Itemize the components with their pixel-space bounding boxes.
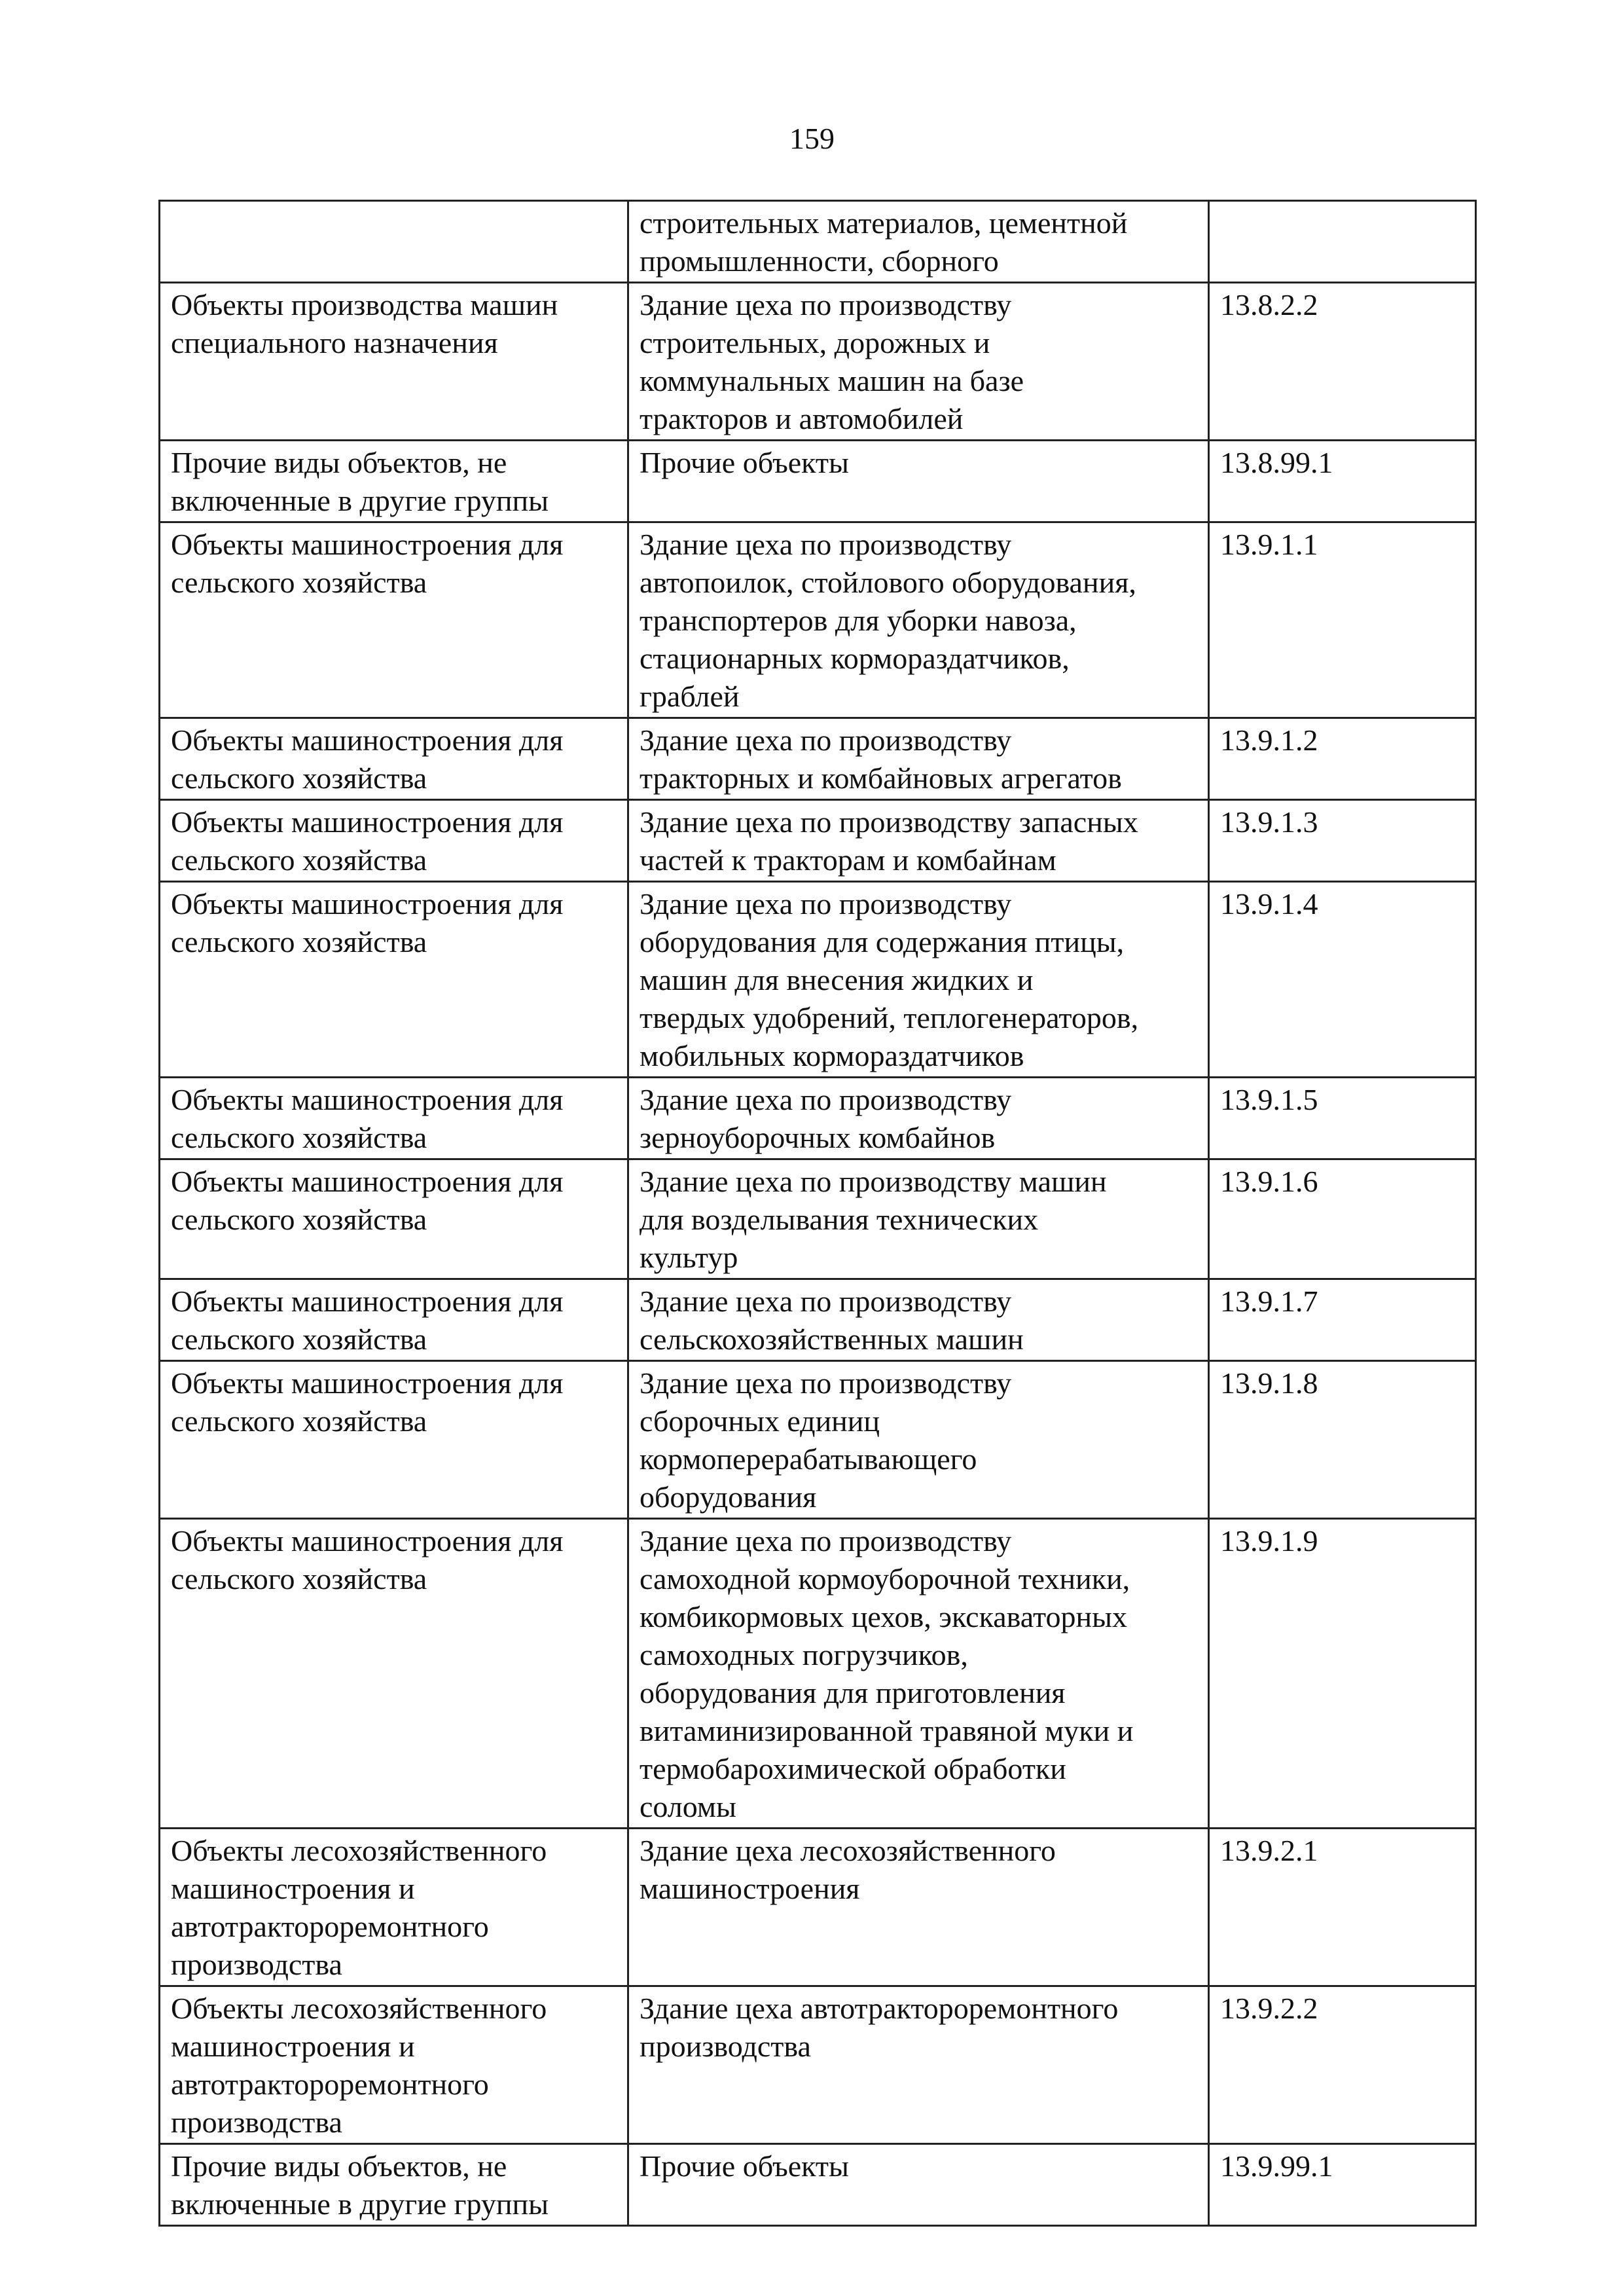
code-text: 13.9.1.1: [1220, 528, 1318, 561]
code-cell: [1209, 1279, 1476, 1361]
code-cell: [1209, 718, 1476, 800]
category-cell: [160, 1519, 628, 1829]
category-cell: [160, 283, 628, 441]
category-cell: [160, 1279, 628, 1361]
description-text: Здание цеха автотрактороремонтного производства: [640, 1992, 1119, 2063]
classification-table: [158, 200, 1477, 2227]
category-cell: [160, 1159, 628, 1279]
code-cell: [1209, 1519, 1476, 1829]
category-cell: [160, 2144, 628, 2226]
description-text: Здание цеха по производству самоходной кормоуборочной техники, комбикормовых цехов, экскаваторных самоходных погрузчиков, оборудования для приготовления витаминизированной травяной муки и термобарохимической обработки соломы: [640, 1524, 1134, 1823]
description-cell: [628, 1519, 1209, 1829]
category-text: Прочие виды объектов, не включенные в другие группы: [171, 446, 549, 517]
code-cell: [1209, 522, 1476, 718]
description-cell: [628, 1361, 1209, 1519]
description-text: Здание цеха по производству оборудования для содержания птицы, машин для внесения жидких и твердых удобрений, теплогенераторов, мобильных кормораздатчиков: [640, 887, 1139, 1072]
code-cell: [1209, 201, 1476, 283]
table-row: [160, 283, 1476, 441]
category-text: Объекты машиностроения для сельского хозяйства: [171, 1285, 564, 1356]
category-cell: [160, 1361, 628, 1519]
code-cell: [1209, 1361, 1476, 1519]
description-text: Прочие объекты: [640, 2149, 849, 2183]
category-text: Объекты лесохозяйственного машиностроения и автотрактороремонтного производства: [171, 1834, 547, 1981]
description-text: Здание цеха по производству тракторных и комбайновых агрегатов: [640, 723, 1122, 795]
code-cell: [1209, 1829, 1476, 1986]
description-cell: [628, 1159, 1209, 1279]
category-text: Объекты производства машин специального назначения: [171, 288, 558, 359]
description-cell: [628, 2144, 1209, 2226]
description-cell: [628, 718, 1209, 800]
category-text: Объекты машиностроения для сельского хозяйства: [171, 1165, 564, 1236]
description-cell: [628, 1986, 1209, 2144]
table-row: [160, 2144, 1476, 2226]
category-text: Объекты машиностроения для сельского хозяйства: [171, 1083, 564, 1154]
description-cell: [628, 1078, 1209, 1159]
category-cell: [160, 800, 628, 882]
category-text: Объекты машиностроения для сельского хозяйства: [171, 528, 564, 599]
table-row: [160, 1078, 1476, 1159]
description-cell: [628, 283, 1209, 441]
description-cell: [628, 201, 1209, 283]
code-cell: [1209, 882, 1476, 1078]
code-cell: [1209, 441, 1476, 522]
table-row: [160, 800, 1476, 882]
description-text: Здание цеха по производству автопоилок, стойлового оборудования, транспортеров для уборки навоза, стационарных кормораздатчиков, граблей: [640, 528, 1136, 713]
description-cell: [628, 882, 1209, 1078]
code-text: 13.9.1.2: [1220, 723, 1318, 757]
category-cell: [160, 1829, 628, 1986]
category-cell: [160, 201, 628, 283]
table-row: [160, 1829, 1476, 1986]
table-row: [160, 201, 1476, 283]
code-text: 13.9.2.1: [1220, 1834, 1318, 1867]
category-text: Прочие виды объектов, не включенные в другие группы: [171, 2149, 549, 2221]
code-cell: [1209, 1078, 1476, 1159]
description-text: Здание цеха по производству запасных частей к тракторам и комбайнам: [640, 805, 1138, 877]
category-cell: [160, 1986, 628, 2144]
description-cell: [628, 522, 1209, 718]
code-text: 13.9.1.6: [1220, 1165, 1318, 1198]
description-text: Здание цеха лесохозяйственного машиностроения: [640, 1834, 1056, 1905]
description-cell: [628, 1829, 1209, 1986]
description-text: Здание цеха по производству сельскохозяйственных машин: [640, 1285, 1024, 1356]
code-text: 13.9.1.4: [1220, 887, 1318, 920]
category-text: Объекты машиностроения для сельского хозяйства: [171, 1524, 564, 1595]
description-text: Прочие объекты: [640, 446, 849, 479]
description-cell: [628, 1279, 1209, 1361]
category-text: Объекты машиностроения для сельского хозяйства: [171, 1366, 564, 1438]
code-text: 13.9.2.2: [1220, 1992, 1318, 2025]
table-row: [160, 1159, 1476, 1279]
table-row: [160, 1279, 1476, 1361]
code-text: 13.8.2.2: [1220, 288, 1318, 321]
code-cell: [1209, 1159, 1476, 1279]
description-cell: [628, 800, 1209, 882]
code-cell: [1209, 2144, 1476, 2226]
code-text: 13.9.1.8: [1220, 1366, 1318, 1400]
table-row: [160, 882, 1476, 1078]
code-text: 13.9.1.3: [1220, 805, 1318, 839]
code-text: 13.8.99.1: [1220, 446, 1333, 479]
category-text: Объекты лесохозяйственного машиностроения и автотрактороремонтного производства: [171, 1992, 547, 2139]
code-text: 13.9.1.7: [1220, 1285, 1318, 1318]
category-cell: [160, 718, 628, 800]
description-text: Здание цеха по производству сборочных единиц кормоперерабатывающего оборудования: [640, 1366, 1012, 1514]
table-row: [160, 718, 1476, 800]
description-text: Здание цеха по производству строительных, дорожных и коммунальных машин на базе тракторов и автомобилей: [640, 288, 1024, 435]
description-cell: [628, 441, 1209, 522]
description-text: строительных материалов, цементной промышленности, сборного: [640, 206, 1128, 278]
table-row: [160, 1361, 1476, 1519]
description-text: Здание цеха по производству машин для возделывания технических культур: [640, 1165, 1107, 1274]
category-cell: [160, 1078, 628, 1159]
table-row: [160, 441, 1476, 522]
code-cell: [1209, 283, 1476, 441]
category-cell: [160, 522, 628, 718]
table-row: [160, 1986, 1476, 2144]
category-text: Объекты машиностроения для сельского хозяйства: [171, 723, 564, 795]
code-cell: [1209, 1986, 1476, 2144]
table-row: [160, 1519, 1476, 1829]
category-cell: [160, 882, 628, 1078]
category-cell: [160, 441, 628, 522]
code-cell: [1209, 800, 1476, 882]
description-text: Здание цеха по производству зерноуборочных комбайнов: [640, 1083, 1012, 1154]
category-text: Объекты машиностроения для сельского хозяйства: [171, 887, 564, 958]
code-text: 13.9.1.5: [1220, 1083, 1318, 1116]
page-number: 159: [789, 122, 835, 155]
table-row: [160, 522, 1476, 718]
code-text: 13.9.99.1: [1220, 2149, 1333, 2183]
category-text: Объекты машиностроения для сельского хозяйства: [171, 805, 564, 877]
code-text: 13.9.1.9: [1220, 1524, 1318, 1558]
